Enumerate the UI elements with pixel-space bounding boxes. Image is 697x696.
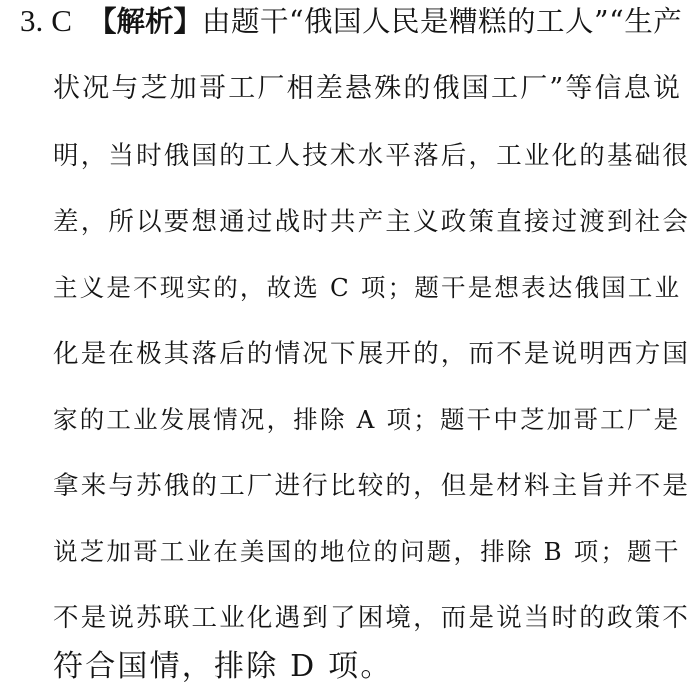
analysis-label: 解析 bbox=[116, 5, 174, 38]
text-line-10: 不是说苏联工业化遇到了困境，而是说当时的政策不 bbox=[53, 603, 691, 633]
answer-letter: C bbox=[51, 3, 72, 38]
analysis-bracket-close: 】 bbox=[173, 5, 202, 38]
explanation-text: 由题干“俄国人民是糟糕的工人”“生产 bbox=[201, 5, 683, 38]
text-line-5: 主义是不现实的，故选 C 项；题干是想表达俄国工业 bbox=[53, 273, 682, 302]
question-number: 3. bbox=[20, 3, 44, 38]
text-line-4: 差，所以要想通过战时共产主义政策直接过渡到社会 bbox=[53, 207, 691, 237]
text-line-1 bbox=[20, 4, 682, 39]
text-line-3: 明，当时俄国的工人技术水平落后，工业化的基础很 bbox=[53, 141, 691, 171]
text-line-7: 家的工业发展情况，排除 A 项；题干中芝加哥工厂是 bbox=[53, 405, 681, 434]
text-line-2: 状况与芝加哥工厂相差悬殊的俄国工厂”等信息说 bbox=[53, 73, 683, 104]
analysis-bracket-open: 【 bbox=[87, 5, 117, 38]
text-line-6: 化是在极其落后的情况下展开的，而不是说明西方国 bbox=[53, 339, 691, 369]
text-line-8: 拿来与苏俄的工厂进行比较的，但是材料主旨并不是 bbox=[53, 471, 691, 501]
text-line-9: 说芝加哥工业在美国的地位的问题，排除 B 项；题干 bbox=[53, 537, 681, 566]
text-line-11: 符合国情，排除 D 项。 bbox=[53, 649, 393, 684]
